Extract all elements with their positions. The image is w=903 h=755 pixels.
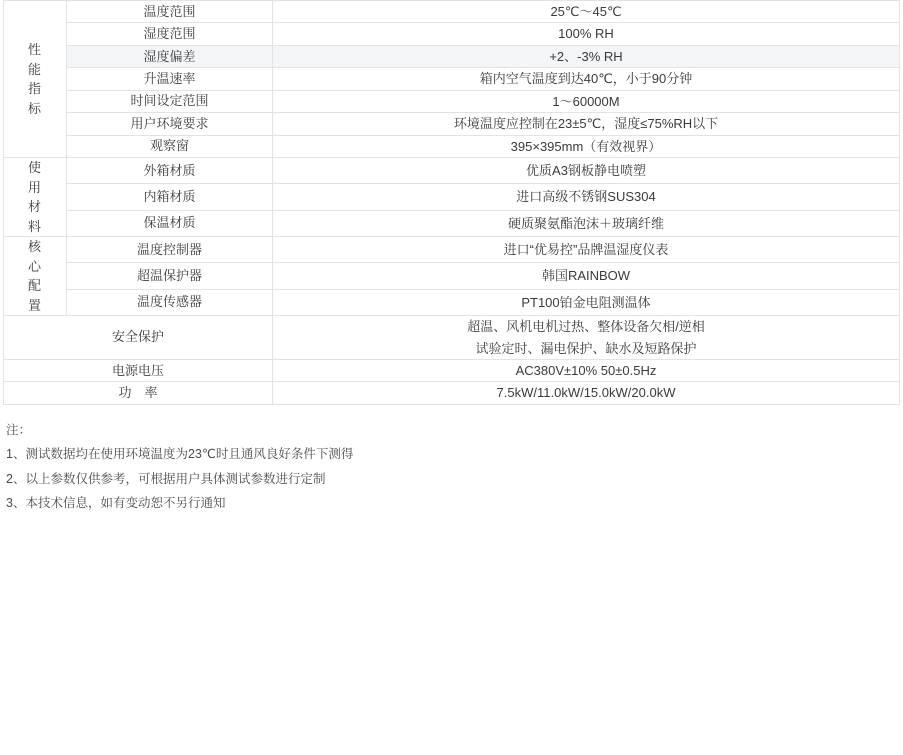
row-value: [273, 289, 900, 315]
category-char: 用: [27, 179, 42, 195]
category-char: 性: [27, 42, 42, 58]
value-line: 100% RH: [558, 26, 614, 42]
row-value: [273, 158, 900, 184]
table-row: [4, 316, 900, 360]
row-value: [273, 359, 900, 381]
row-name: 安全保护: [4, 316, 273, 360]
category-cell-core-config: [4, 237, 67, 316]
category-char: 指: [27, 81, 42, 97]
value-line: AC380V±10% 50±0.5Hz: [515, 362, 657, 378]
note-line: 2、以上参数仅供参考，可根据用户具体测试参数进行定制: [6, 471, 326, 486]
table-row: [4, 210, 900, 236]
row-name: 时间设定范围: [67, 90, 273, 112]
table-row: [4, 158, 900, 184]
category-char: 材: [27, 199, 42, 215]
row-value: [273, 45, 900, 67]
row-name: 观察窗: [67, 135, 273, 157]
value-line: 硬质聚氨酯泡沫＋玻璃纤维: [507, 215, 664, 231]
value-line: 韩国RAINBOW: [541, 268, 631, 284]
row-value: [273, 23, 900, 45]
row-value: [273, 237, 900, 263]
table-row: [4, 184, 900, 210]
value-line: 1～60000M: [552, 93, 620, 109]
row-value: [273, 263, 900, 289]
row-name: 湿度范围: [67, 23, 273, 45]
table-row: [4, 90, 900, 112]
table-row: [4, 1, 900, 23]
row-name: 内箱材质: [67, 184, 273, 210]
note-line: 3、本技术信息，如有变动恕不另行通知: [6, 495, 226, 510]
category-char: 使: [27, 160, 42, 176]
table-row: [4, 23, 900, 45]
notes-title: 注：: [6, 422, 32, 437]
value-line: 进口“优易控”品牌温湿度仪表: [503, 242, 669, 257]
row-name: 保温材质: [67, 210, 273, 236]
row-name: 升温速率: [67, 68, 273, 90]
row-name: 温度控制器: [67, 237, 273, 263]
row-value: [273, 184, 900, 210]
notes-section: [6, 418, 900, 516]
table-row: [4, 382, 900, 404]
category-char: 核: [27, 239, 42, 255]
row-name: 功 率: [4, 382, 273, 404]
row-value: [273, 90, 900, 112]
row-name: 电源电压: [4, 359, 273, 381]
category-char: 料: [27, 218, 42, 234]
category-char: 配: [27, 278, 42, 294]
note-line: 1、测试数据均在使用环境温度为23℃时且通风良好条件下测得: [6, 447, 354, 462]
row-name: 外箱材质: [67, 158, 273, 184]
table-row: [4, 113, 900, 135]
row-value: [273, 316, 900, 360]
table-row: [4, 359, 900, 381]
category-char: 标: [27, 100, 42, 116]
table-row: [4, 45, 900, 67]
category-cell-performance: [4, 1, 67, 158]
row-value: [273, 113, 900, 135]
category-cell-materials: [4, 158, 67, 237]
table-row: [4, 263, 900, 289]
row-name: 温度传感器: [67, 289, 273, 315]
row-name: 温度范围: [67, 1, 273, 23]
value-line: PT100铂金电阻测温体: [521, 294, 651, 310]
row-name: 超温保护器: [67, 263, 273, 289]
table-row: [4, 135, 900, 157]
value-line: 395×395mm（有效视界）: [510, 138, 662, 154]
table-row: [4, 289, 900, 315]
value-line: 超温、风机电机过热、整体设备欠相/逆相: [467, 319, 705, 335]
category-char: 能: [27, 61, 42, 77]
row-value: [273, 135, 900, 157]
value-line: 25℃～45℃: [550, 4, 622, 19]
row-value: [273, 210, 900, 236]
value-line: 进口高级不锈钢SUS304: [516, 189, 656, 205]
row-value: [273, 68, 900, 90]
row-value: [273, 382, 900, 404]
value-line: 箱内空气温度到达40℃，小于90分钟: [479, 71, 693, 87]
value-line: 优质A3钢板静电喷塑: [526, 163, 646, 178]
value-line: 7.5kW/11.0kW/15.0kW/20.0kW: [496, 385, 676, 401]
value-line: 试验定时、漏电保护、缺水及短路保护: [475, 340, 697, 356]
row-name: 湿度偏差: [67, 45, 273, 67]
category-char: 心: [27, 258, 42, 274]
value-line: +2、-3% RH: [549, 48, 623, 64]
value-line: 环境温度应控制在23±5℃，湿度≤75%RH以下: [453, 116, 719, 132]
row-name: 用户环境要求: [67, 113, 273, 135]
table-row: [4, 237, 900, 263]
row-value: [273, 1, 900, 23]
specification-table: [3, 0, 900, 405]
table-row: [4, 68, 900, 90]
category-char: 置: [27, 297, 42, 313]
